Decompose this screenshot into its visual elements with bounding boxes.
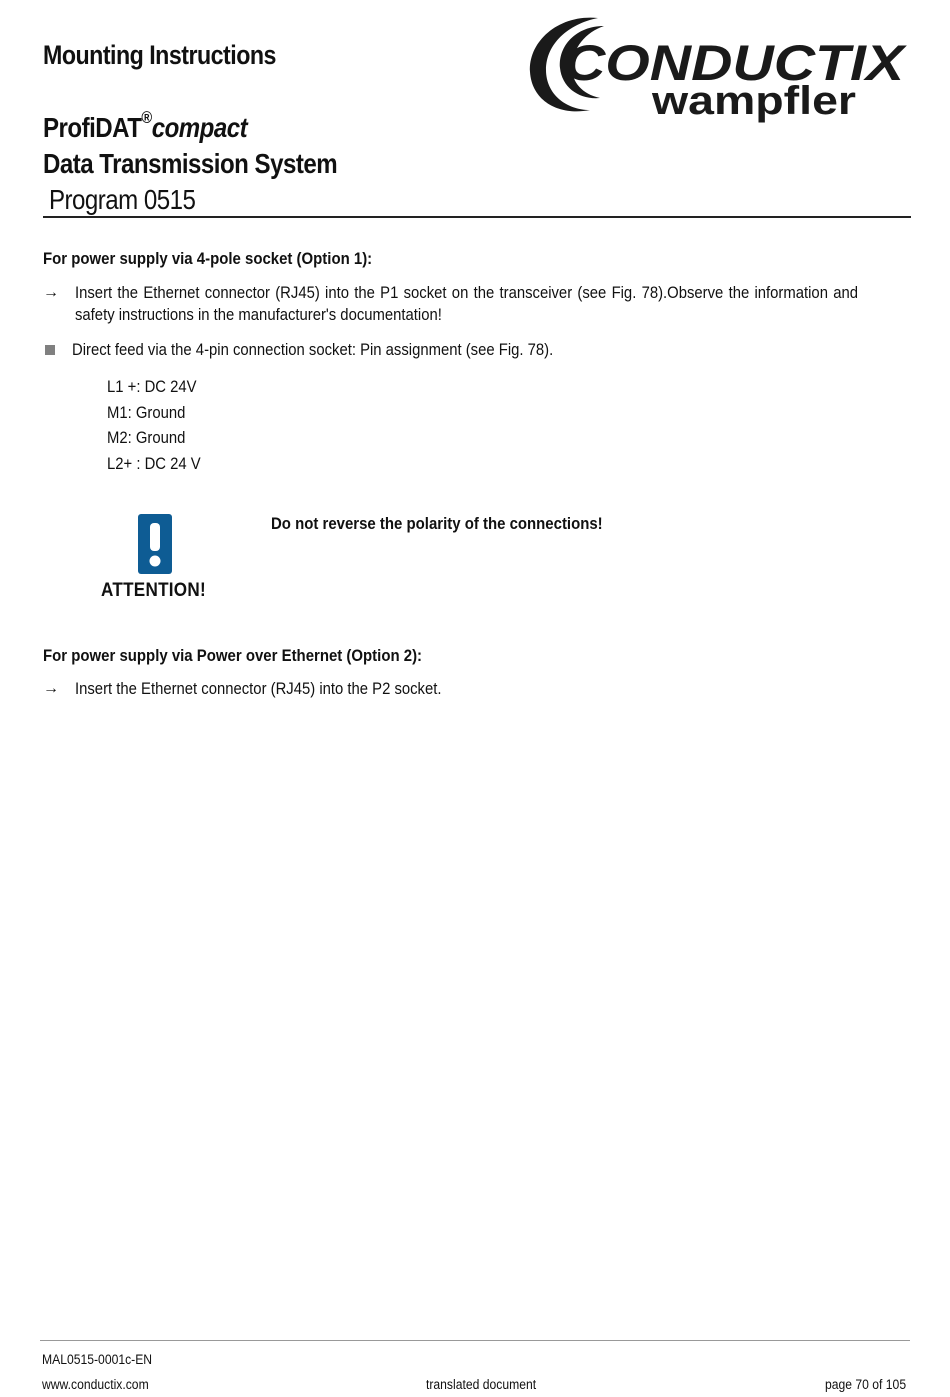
- logo-brand-bottom: wampfler: [650, 79, 856, 123]
- conductix-wampfler-logo: [528, 14, 910, 138]
- footer-divider: [40, 1340, 910, 1341]
- footer-website-link[interactable]: www.conductix.com: [42, 1377, 149, 1392]
- document-title: Mounting Instructions: [43, 40, 276, 70]
- option2-step: [43, 678, 907, 700]
- option1-step-text: Insert the Ethernet connector (RJ45) into the P1 socket on the transceiver (see Fig. 78).Observe the information and safety instructions in the manufacturer's documentation!: [75, 284, 858, 324]
- pin-item: L1 +: DC 24V: [107, 378, 197, 396]
- direct-feed-text: Direct feed via the 4-pin connection socket: Pin assignment (see Fig. 78).: [72, 341, 554, 359]
- pin-item: M2: Ground: [107, 429, 186, 447]
- program-number: Program 0515: [49, 184, 196, 215]
- attention-message: Do not reverse the polarity of the connections!: [271, 514, 603, 533]
- exclamation-warning-icon: [138, 514, 172, 574]
- pin-item: M1: Ground: [107, 403, 186, 422]
- attention-label: ATTENTION!: [101, 580, 206, 601]
- footer-document-id: MAL0515-0001c-EN: [42, 1352, 153, 1367]
- product-name-suffix: compact: [151, 112, 248, 143]
- option1-step: [43, 282, 907, 326]
- pin-item: L2+ : DC 24 V: [107, 454, 201, 473]
- arrow-right-icon: →: [43, 680, 59, 697]
- product-name: [43, 108, 248, 144]
- product-subtitle: Data Transmission System: [43, 148, 338, 179]
- option1-heading: For power supply via 4-pole socket (Option 1):: [43, 249, 373, 268]
- header-divider: [43, 216, 911, 218]
- product-name-base: ProfiDAT: [43, 112, 142, 143]
- square-bullet-icon: [45, 345, 55, 355]
- logo-brand-top: CONDUCTIX: [564, 35, 908, 91]
- option2-step-text: Insert the Ethernet connector (RJ45) into the P2 socket.: [75, 680, 442, 698]
- pin-assignment-list: [107, 375, 201, 477]
- option2-heading: For power supply via Power over Ethernet (Option 2):: [43, 646, 423, 665]
- registered-mark: ®: [141, 108, 152, 127]
- footer-page-number: page 70 of 105: [825, 1377, 907, 1392]
- arrow-right-icon: →: [43, 284, 59, 301]
- footer-translated-note: translated document: [426, 1377, 537, 1392]
